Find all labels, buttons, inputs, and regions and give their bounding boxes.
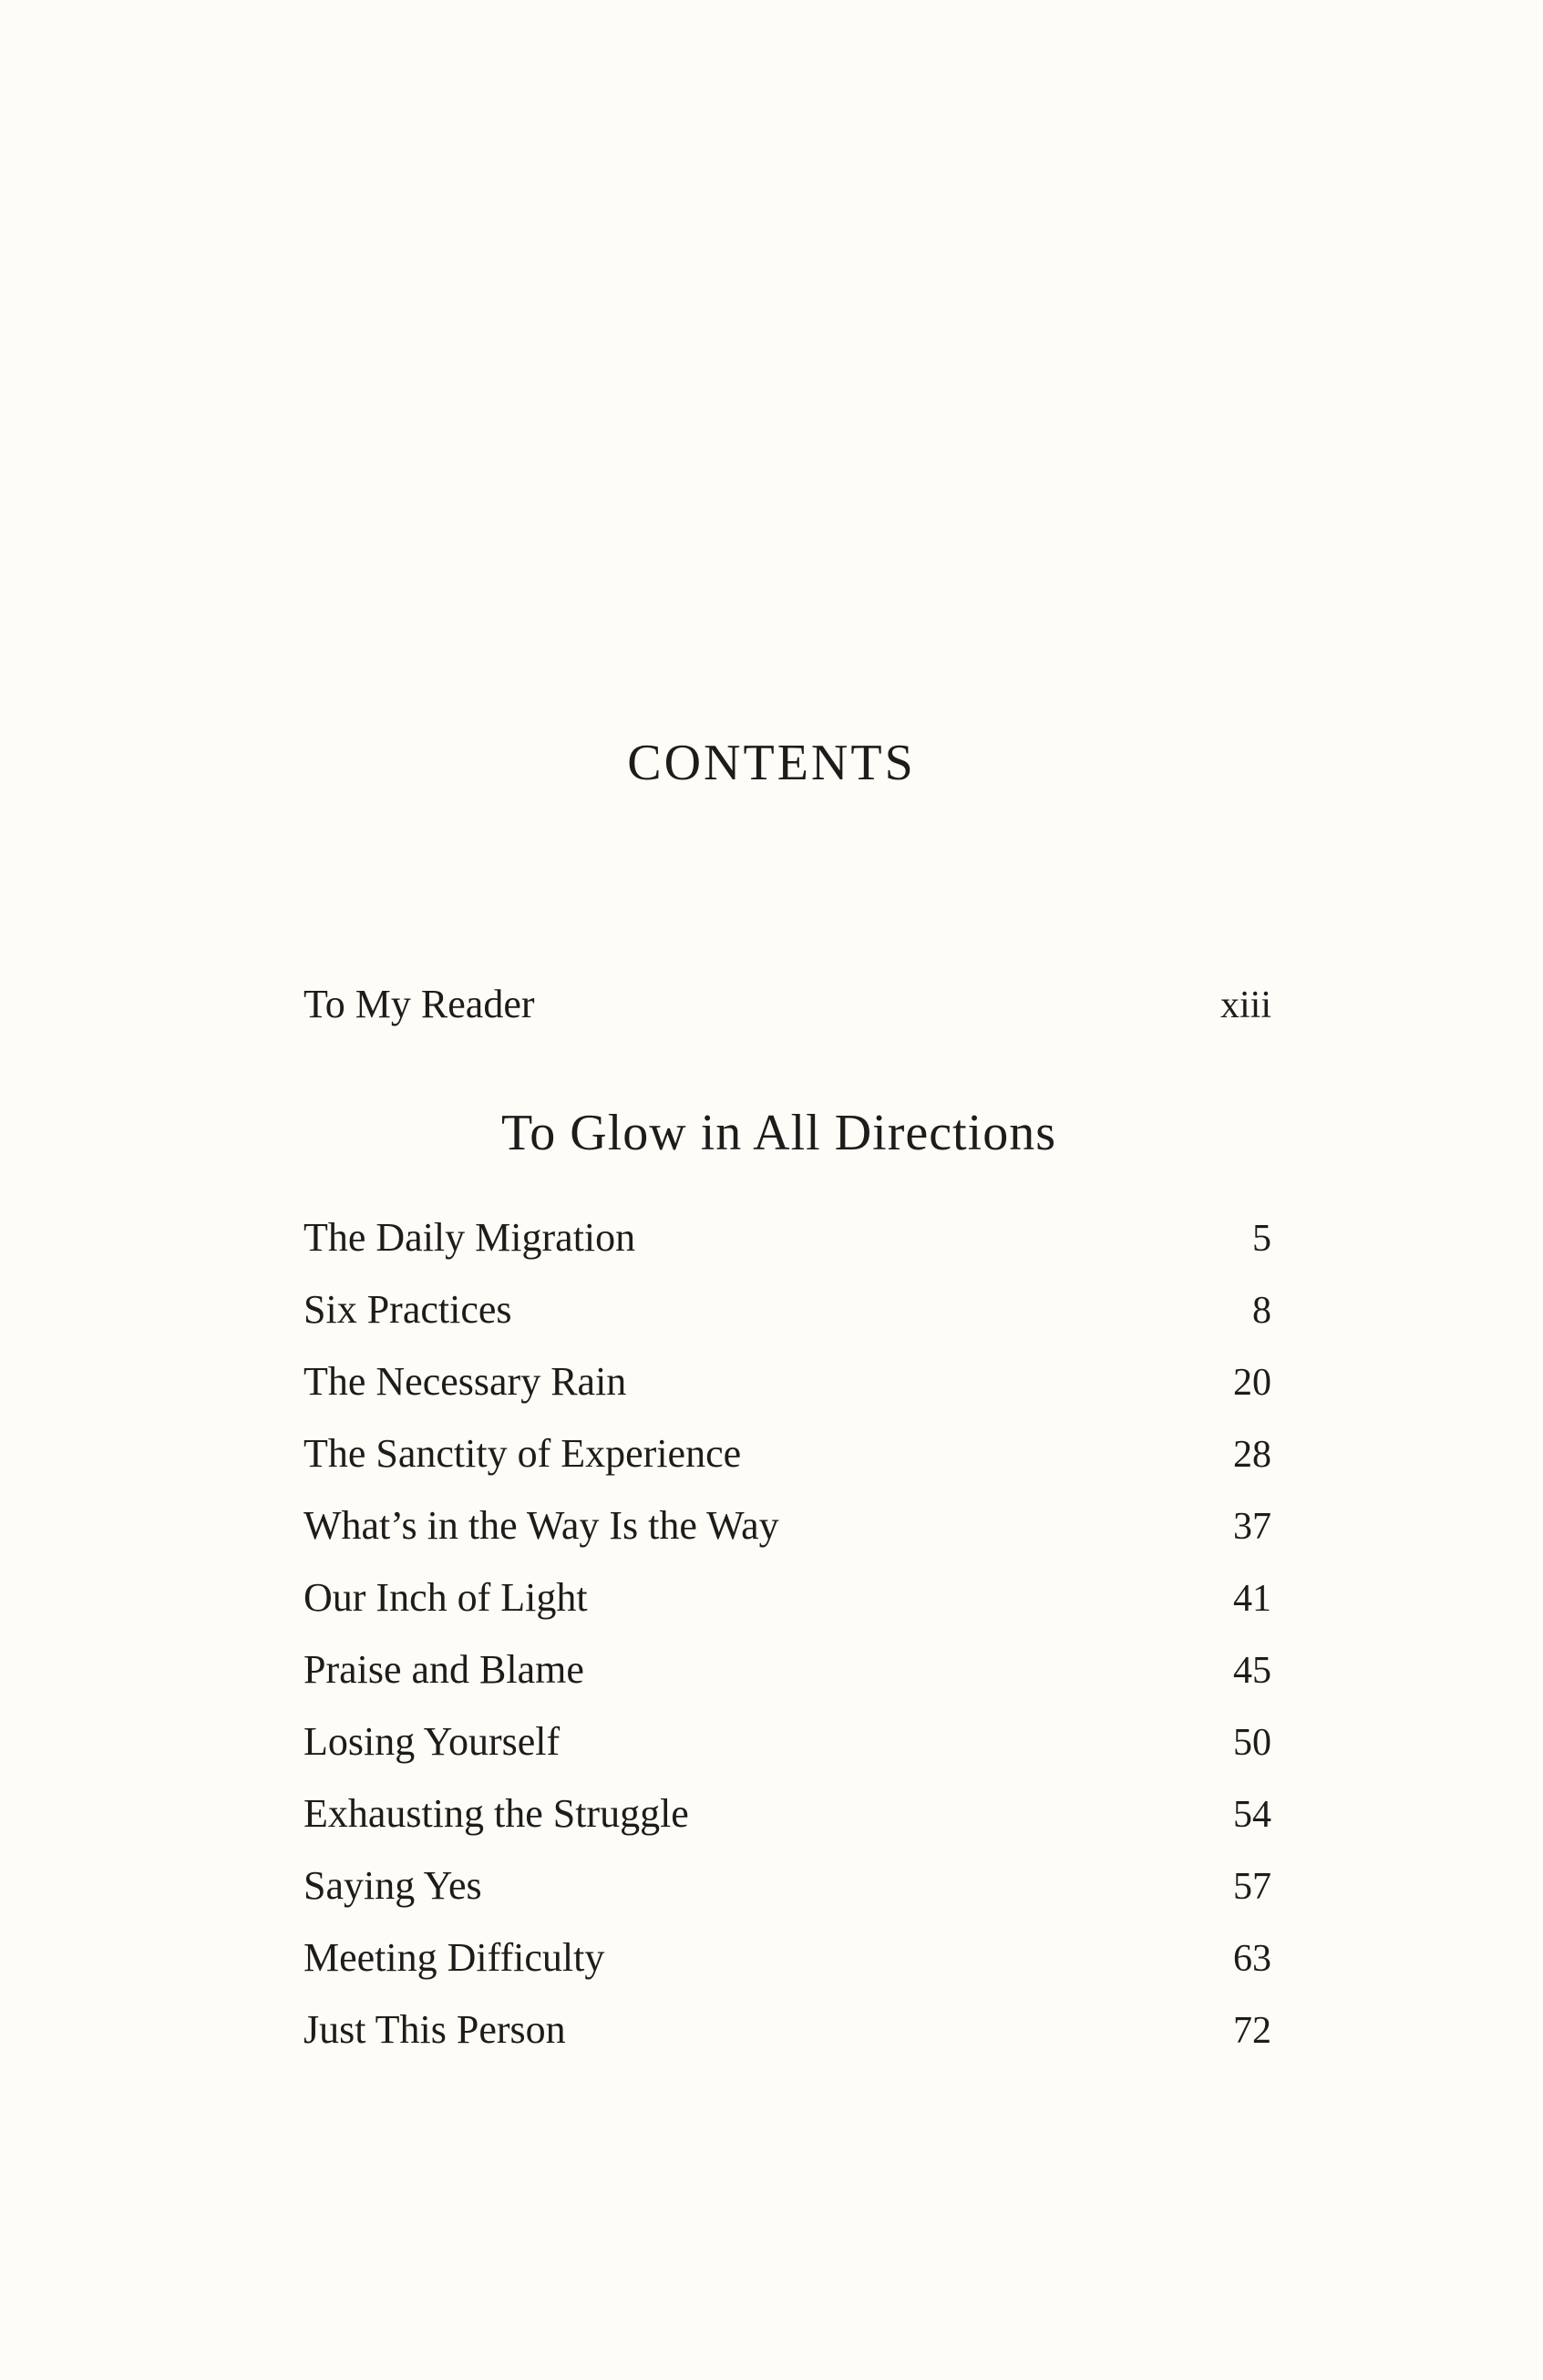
toc-entry bbox=[303, 1561, 1271, 1633]
toc-entry-title: Saying Yes bbox=[303, 1863, 482, 1908]
toc-entry bbox=[303, 1345, 1271, 1417]
toc-entry bbox=[303, 1489, 1271, 1561]
section-title: To Glow in All Directions bbox=[500, 1105, 1057, 1161]
toc-entry-title: Exhausting the Struggle bbox=[303, 1791, 689, 1836]
toc-entry-page: 41 bbox=[1233, 1578, 1271, 1620]
toc-entry bbox=[303, 1777, 1271, 1849]
toc-entry-page: 63 bbox=[1233, 1938, 1271, 1980]
toc-entry-title: What’s in the Way Is the Way bbox=[303, 1503, 779, 1548]
toc-entry-page: 20 bbox=[1233, 1362, 1271, 1404]
chapter-list bbox=[303, 1201, 1271, 2066]
toc-entry-title: The Necessary Rain bbox=[303, 1359, 627, 1404]
toc-entry-title: The Daily Migration bbox=[303, 1215, 636, 1260]
toc-entry bbox=[303, 1994, 1271, 2066]
toc-entry bbox=[303, 1201, 1271, 1273]
toc-entry bbox=[303, 1417, 1271, 1489]
toc-entry-page: 72 bbox=[1233, 2010, 1271, 2052]
toc-entry bbox=[303, 1633, 1271, 1705]
toc-entry-page: xiii bbox=[1219, 984, 1271, 1026]
toc-entry-title: Just This Person bbox=[303, 2007, 566, 2052]
toc-entry-page: 45 bbox=[1233, 1650, 1271, 1692]
toc-entry bbox=[303, 1849, 1271, 1922]
toc-entry-page: 37 bbox=[1233, 1506, 1271, 1548]
toc-entry bbox=[303, 968, 1271, 1040]
toc-entry-page: 8 bbox=[1252, 1290, 1271, 1332]
toc-entry-page: 28 bbox=[1233, 1434, 1271, 1476]
toc-entry bbox=[303, 1922, 1271, 1994]
toc-entry bbox=[303, 1273, 1271, 1345]
toc-entry bbox=[303, 1705, 1271, 1777]
toc-entry-title: Praise and Blame bbox=[303, 1647, 584, 1692]
toc-entry-title: Losing Yourself bbox=[303, 1719, 561, 1764]
contents-heading: CONTENTS bbox=[627, 735, 916, 791]
toc-entry-title: Meeting Difficulty bbox=[303, 1935, 605, 1980]
front-matter-list bbox=[303, 968, 1271, 1040]
toc-entry-page: 5 bbox=[1252, 1218, 1271, 1260]
toc-entry-title: Six Practices bbox=[303, 1287, 512, 1332]
toc-entry-page: 57 bbox=[1233, 1866, 1271, 1908]
toc-entry-page: 54 bbox=[1233, 1794, 1271, 1836]
toc-entry-page: 50 bbox=[1233, 1722, 1271, 1764]
toc-entry-title: To My Reader bbox=[303, 982, 535, 1026]
toc-entry-title: The Sanctity of Experience bbox=[303, 1431, 742, 1476]
toc-entry-title: Our Inch of Light bbox=[303, 1575, 588, 1620]
